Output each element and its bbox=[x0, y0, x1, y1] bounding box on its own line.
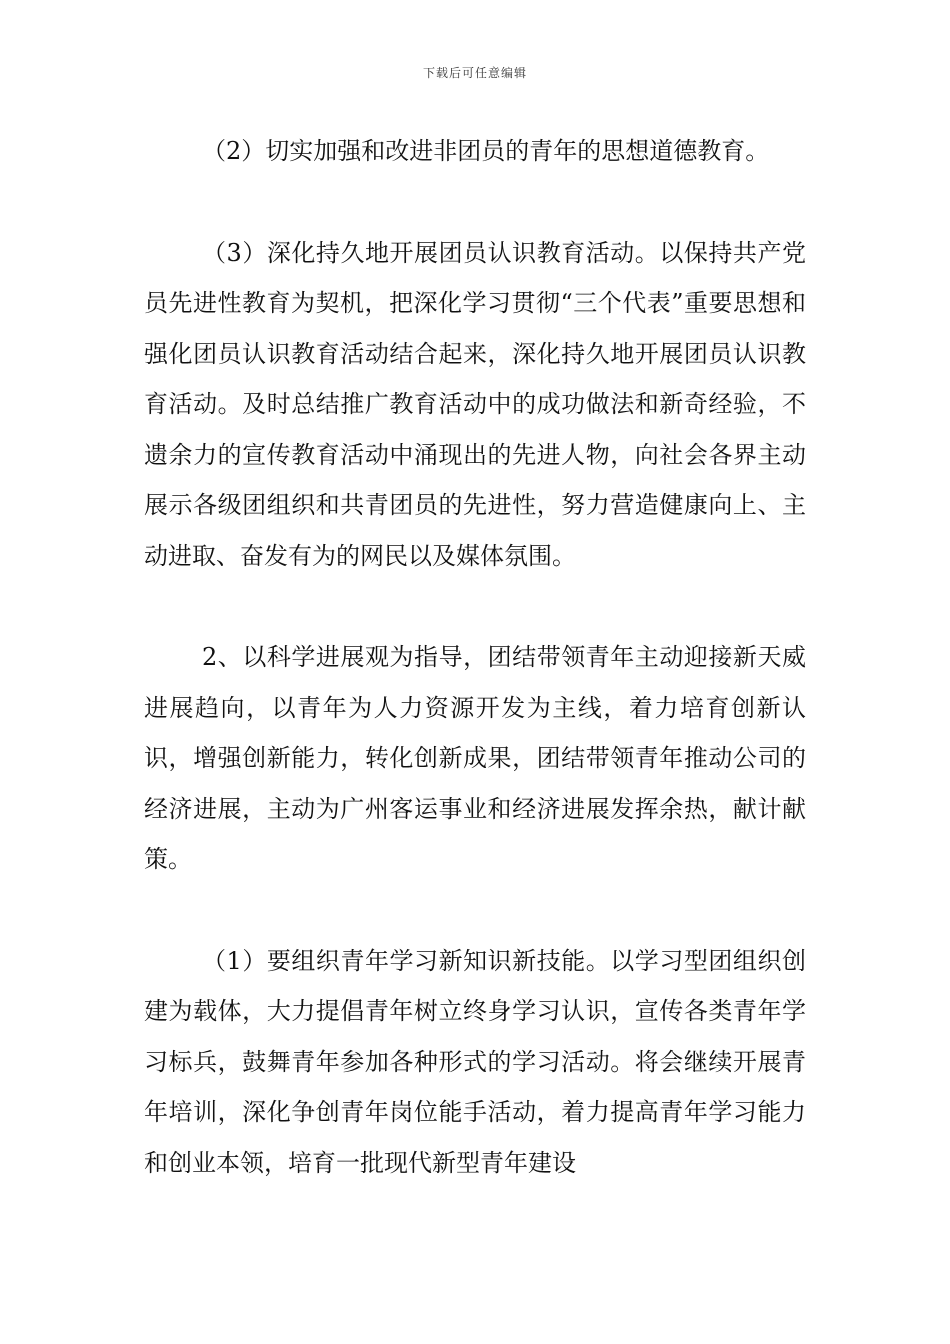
page-header: 下载后可任意编辑 bbox=[422, 66, 527, 80]
paragraph-item-3: （3）深化持久地开展团员认识教育活动。以保持共产党员先进性教育为契机，把深化学习贯彻“三个代表”重要思想和强化团员认识教育活动结合起来，深化持久地开展团员认识教育活动。及时总结推广教育活动中的成功做法和新奇经验，不遗余力的宣传教育活动中涌现出的先进人物，向社会各界主动展示各级团组织和共青团员的先进性，努力营造健康向上、主动进取、奋发有为的网民以及媒体氛围。 bbox=[144, 238, 806, 570]
paragraph-item-1: （1）要组织青年学习新知识新技能。以学习型团组织创建为载体，大力提倡青年树立终身学习认识，宣传各类青年学习标兵，鼓舞青年参加各种形式的学习活动。将会继续开展青年培训，深化争创青年岗位能手活动，着力提高青年学习能力和创业本领，培育一批现代新型青年建设 bbox=[144, 946, 806, 1177]
paragraph-section-2: 2、以科学进展观为指导，团结带领青年主动迎接新天威进展趋向，以青年为人力资源开发为主线，着力培育创新认识，增强创新能力，转化创新成果，团结带领青年推动公司的经济进展，主动为广州客运事业和经济进展发挥余热，献计献策。 bbox=[144, 643, 806, 873]
paragraph-item-2: （2）切实加强和改进非团员的青年的思想道德教育。 bbox=[202, 137, 770, 165]
document-body bbox=[144, 126, 806, 1188]
